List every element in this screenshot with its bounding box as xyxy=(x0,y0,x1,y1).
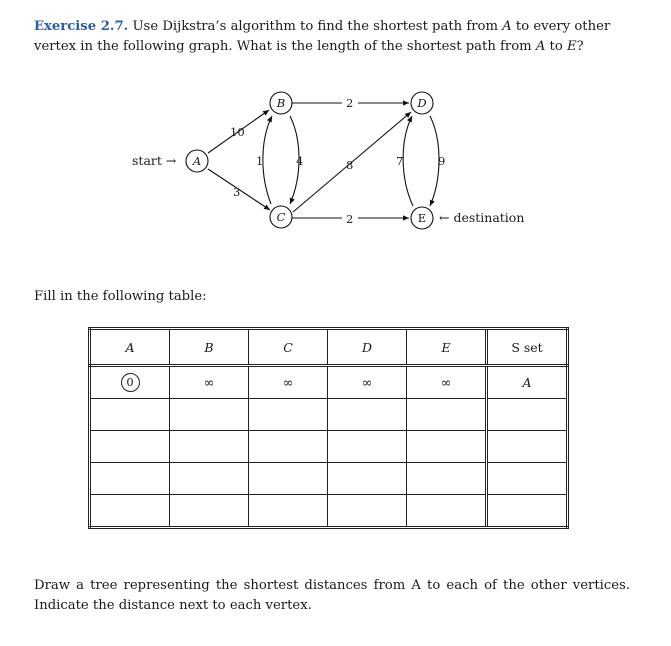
table-cell[interactable] xyxy=(90,399,170,431)
header-s-set: S set xyxy=(487,329,568,366)
table-instruction: Fill in the following table: xyxy=(34,289,207,304)
table-cell[interactable] xyxy=(407,495,487,528)
graph-diagram xyxy=(120,88,540,238)
edge-weight-c-d: 8 xyxy=(346,158,354,172)
edge-c-b xyxy=(263,116,272,204)
destination-label: ← destination xyxy=(439,210,525,225)
table-cell[interactable] xyxy=(90,495,170,528)
table-cell[interactable] xyxy=(170,463,249,495)
infinity-value: ∞ xyxy=(361,375,373,391)
node-c-label: C xyxy=(276,210,286,224)
infinity-value: ∞ xyxy=(282,375,294,391)
table-cell[interactable] xyxy=(407,399,487,431)
table-cell[interactable] xyxy=(249,431,328,463)
table-cell[interactable] xyxy=(328,463,407,495)
edge-weight-b-c: 4 xyxy=(296,154,304,168)
header-c: C xyxy=(249,329,328,366)
header-b: B xyxy=(170,329,249,366)
header-a: A xyxy=(90,329,170,366)
node-b-label: B xyxy=(276,96,286,110)
table-header-row xyxy=(90,329,568,366)
infinity-value: ∞ xyxy=(203,375,215,391)
prompt-text-3: to xyxy=(545,39,567,54)
edge-weight-a-b: 10 xyxy=(230,125,245,139)
table-cell[interactable] xyxy=(170,495,249,528)
edge-weight-c-b: 1 xyxy=(256,154,264,168)
table-cell[interactable] xyxy=(170,431,249,463)
table-container xyxy=(88,327,569,529)
table-row xyxy=(90,495,568,528)
table-cell[interactable] xyxy=(328,495,407,528)
table-cell[interactable] xyxy=(328,399,407,431)
table-row xyxy=(90,463,568,495)
infinity-value: ∞ xyxy=(440,375,452,391)
cell-a-1 xyxy=(90,366,170,399)
table-cell[interactable] xyxy=(90,463,170,495)
edge-weight-d-e: 9 xyxy=(438,154,446,168)
prompt-vertex-to: E xyxy=(566,39,577,54)
node-e-label: E xyxy=(417,211,427,225)
table-cell[interactable] xyxy=(487,495,568,528)
edge-weight-b-d: 2 xyxy=(346,96,354,110)
cell-e-1 xyxy=(407,366,487,399)
table-cell[interactable] xyxy=(170,399,249,431)
table-cell[interactable] xyxy=(90,431,170,463)
tree-instruction: Draw a tree representing the shortest distances from A to each of the other vertices. Indicate the distance next to each vertex. xyxy=(34,578,630,613)
prompt-vertex-from: A xyxy=(502,19,512,34)
cell-s-set-1: A xyxy=(487,366,568,399)
table-cell[interactable] xyxy=(407,431,487,463)
table-cell[interactable] xyxy=(249,463,328,495)
cell-c-1 xyxy=(249,366,328,399)
table-row xyxy=(90,366,568,399)
edge-weight-c-e: 2 xyxy=(346,212,354,226)
edge-e-d xyxy=(403,116,413,206)
table-cell[interactable] xyxy=(249,495,328,528)
exercise-label: Exercise 2.7. xyxy=(34,19,129,34)
table-row xyxy=(90,431,568,463)
prompt-text-1: Use Dijkstra’s algorithm to find the shortest path from xyxy=(132,19,503,34)
table-cell[interactable] xyxy=(487,463,568,495)
table-cell[interactable] xyxy=(407,463,487,495)
prompt-text-4: ? xyxy=(576,39,584,54)
node-a-label: A xyxy=(192,154,202,168)
circled-value: 0 xyxy=(121,373,140,392)
edge-weight-e-d: 7 xyxy=(396,154,404,168)
prompt-vertex-from-2: A xyxy=(535,39,546,54)
edge-weight-a-c: 3 xyxy=(233,185,241,199)
dijkstra-table xyxy=(88,327,569,529)
cell-b-1 xyxy=(170,366,249,399)
table-row xyxy=(90,399,568,431)
start-label: start → xyxy=(132,153,177,168)
table-cell[interactable] xyxy=(487,431,568,463)
exercise-prompt xyxy=(34,17,634,57)
table-cell[interactable] xyxy=(487,399,568,431)
header-e: E xyxy=(407,329,487,366)
node-d-label: D xyxy=(417,96,427,110)
table-cell[interactable] xyxy=(249,399,328,431)
table-cell[interactable] xyxy=(328,431,407,463)
prompt-text-2: to every other vertex in the following graph. What is the length of the shortest path from xyxy=(34,19,611,54)
header-d: D xyxy=(328,329,407,366)
cell-d-1 xyxy=(328,366,407,399)
